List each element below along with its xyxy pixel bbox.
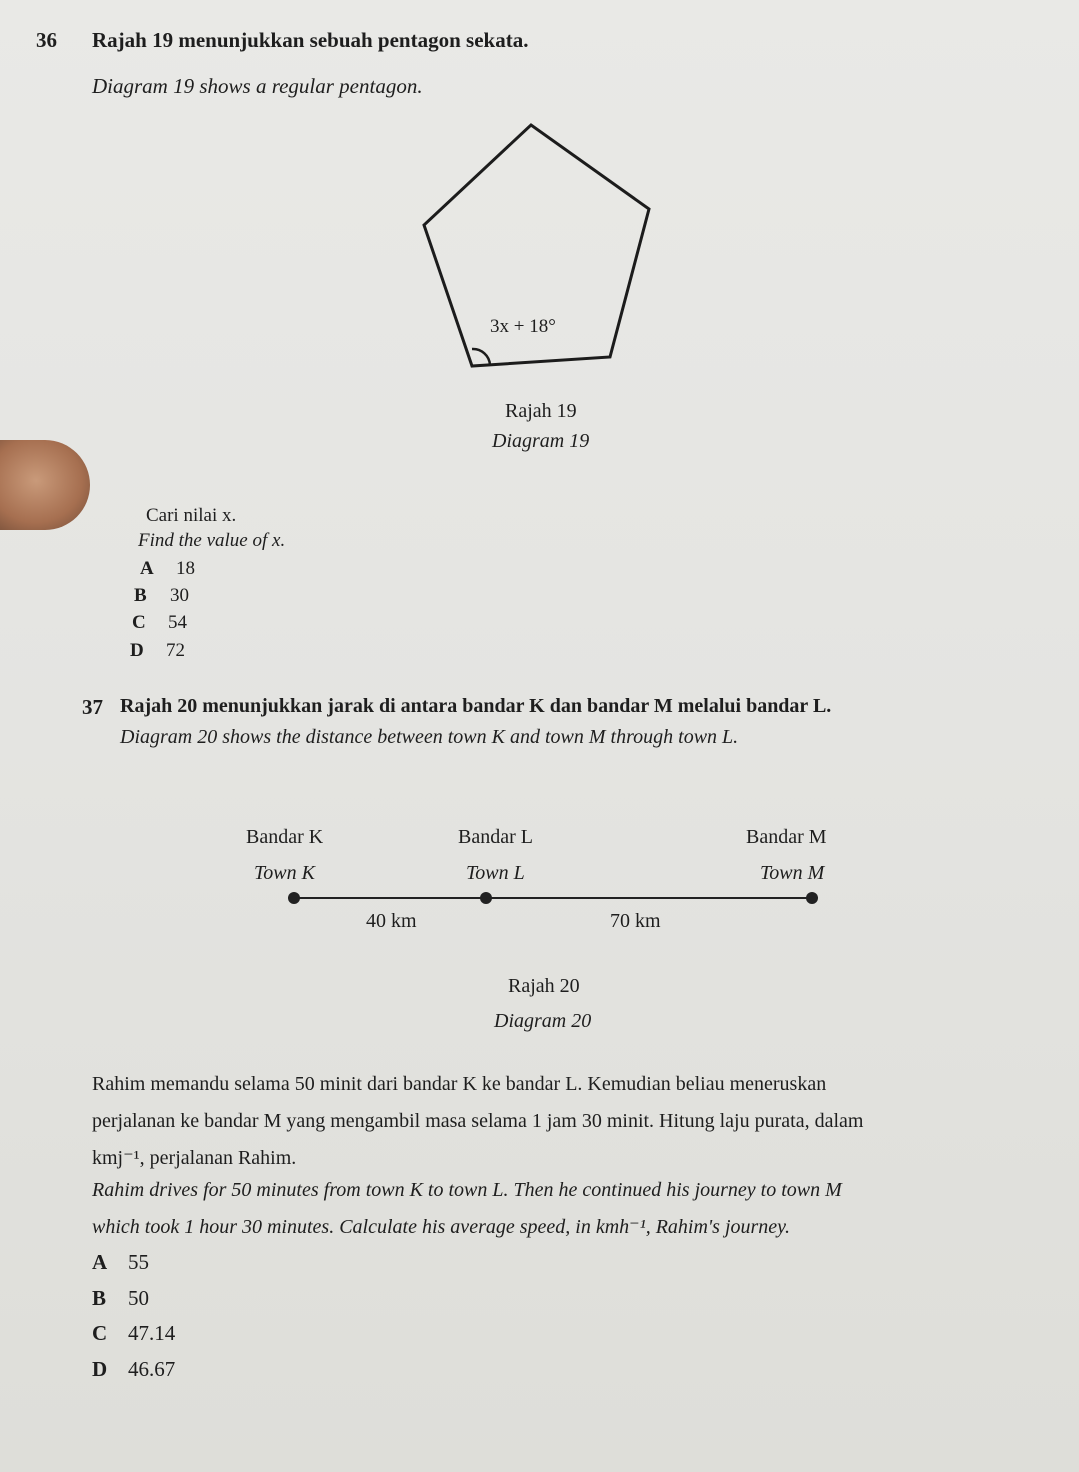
option-letter: D — [130, 640, 144, 661]
town-m-point — [806, 892, 818, 904]
question-37-number: 37 — [82, 695, 103, 719]
question-37-paragraph-ms — [92, 1066, 1052, 1177]
para-en-line-1: Rahim drives for 50 minutes from town K to town L. Then he continued his journey to town M — [92, 1179, 842, 1201]
option-c[interactable] — [92, 1321, 175, 1346]
town-k-ms: Bandar K — [246, 826, 324, 848]
caption-en-19: Diagram 19 — [492, 430, 590, 452]
option-a[interactable] — [140, 558, 195, 580]
option-letter: C — [132, 612, 146, 633]
option-value: 72 — [166, 640, 185, 661]
prompt-en: Find the value of x. — [138, 530, 286, 551]
para-ms-line-1: Rahim memandu selama 50 minit dari bandar K ke bandar L. Kemudian beliau meneruskan — [92, 1073, 827, 1095]
town-k-en: Town K — [254, 862, 315, 884]
option-b[interactable] — [92, 1286, 149, 1311]
town-l-en: Town L — [466, 862, 525, 884]
option-letter: B — [92, 1286, 107, 1310]
question-36-text-ms: Rajah 19 menunjukkan sebuah pentagon sekata. — [92, 28, 529, 52]
distance-kl: 40 km — [366, 910, 417, 932]
distance-lm: 70 km — [610, 910, 661, 932]
option-letter: D — [92, 1357, 108, 1381]
option-value: 54 — [168, 612, 187, 633]
para-ms-line-3: kmj⁻¹, perjalanan Rahim. — [92, 1147, 297, 1169]
town-m-ms: Bandar M — [746, 826, 827, 848]
option-d[interactable] — [92, 1357, 175, 1382]
option-value: 55 — [128, 1250, 149, 1274]
option-value: 46.67 — [128, 1357, 176, 1381]
angle-label: 3x + 18° — [490, 316, 556, 337]
question-36-text-en: Diagram 19 shows a regular pentagon. — [92, 74, 423, 98]
option-value: 30 — [170, 585, 189, 606]
town-l-ms: Bandar L — [458, 826, 533, 848]
caption-ms-20: Rajah 20 — [508, 975, 580, 997]
town-m-en: Town M — [760, 862, 825, 884]
question-37-text-ms: Rajah 20 menunjukkan jarak di antara bandar K dan bandar M melalui bandar L. — [120, 695, 832, 717]
question-37-text-en: Diagram 20 shows the distance between town K and town M through town L. — [120, 726, 739, 748]
caption-en-20: Diagram 20 — [494, 1010, 592, 1032]
town-k-point — [288, 892, 300, 904]
option-value: 18 — [176, 558, 195, 579]
option-c[interactable] — [132, 612, 187, 634]
option-letter: A — [92, 1250, 108, 1274]
question-36-number: 36 — [36, 28, 57, 52]
option-a[interactable] — [92, 1250, 149, 1275]
option-letter: C — [92, 1321, 108, 1345]
caption-ms-19: Rajah 19 — [505, 400, 577, 422]
prompt-ms: Cari nilai x. — [146, 505, 237, 526]
option-value: 50 — [128, 1286, 149, 1310]
angle-arc — [472, 349, 490, 365]
option-value: 47.14 — [128, 1321, 176, 1345]
town-l-point — [480, 892, 492, 904]
option-d[interactable] — [130, 640, 185, 662]
option-letter: B — [134, 585, 147, 606]
option-letter: A — [140, 558, 154, 579]
para-en-line-2: which took 1 hour 30 minutes. Calculate his average speed, in kmh⁻¹, Rahim's journey. — [92, 1216, 790, 1238]
para-ms-line-2: perjalanan ke bandar M yang mengambil masa selama 1 jam 30 minit. Hitung laju purata, dalam — [92, 1110, 864, 1132]
option-b[interactable] — [134, 585, 189, 607]
question-37-paragraph-en — [92, 1172, 1052, 1246]
